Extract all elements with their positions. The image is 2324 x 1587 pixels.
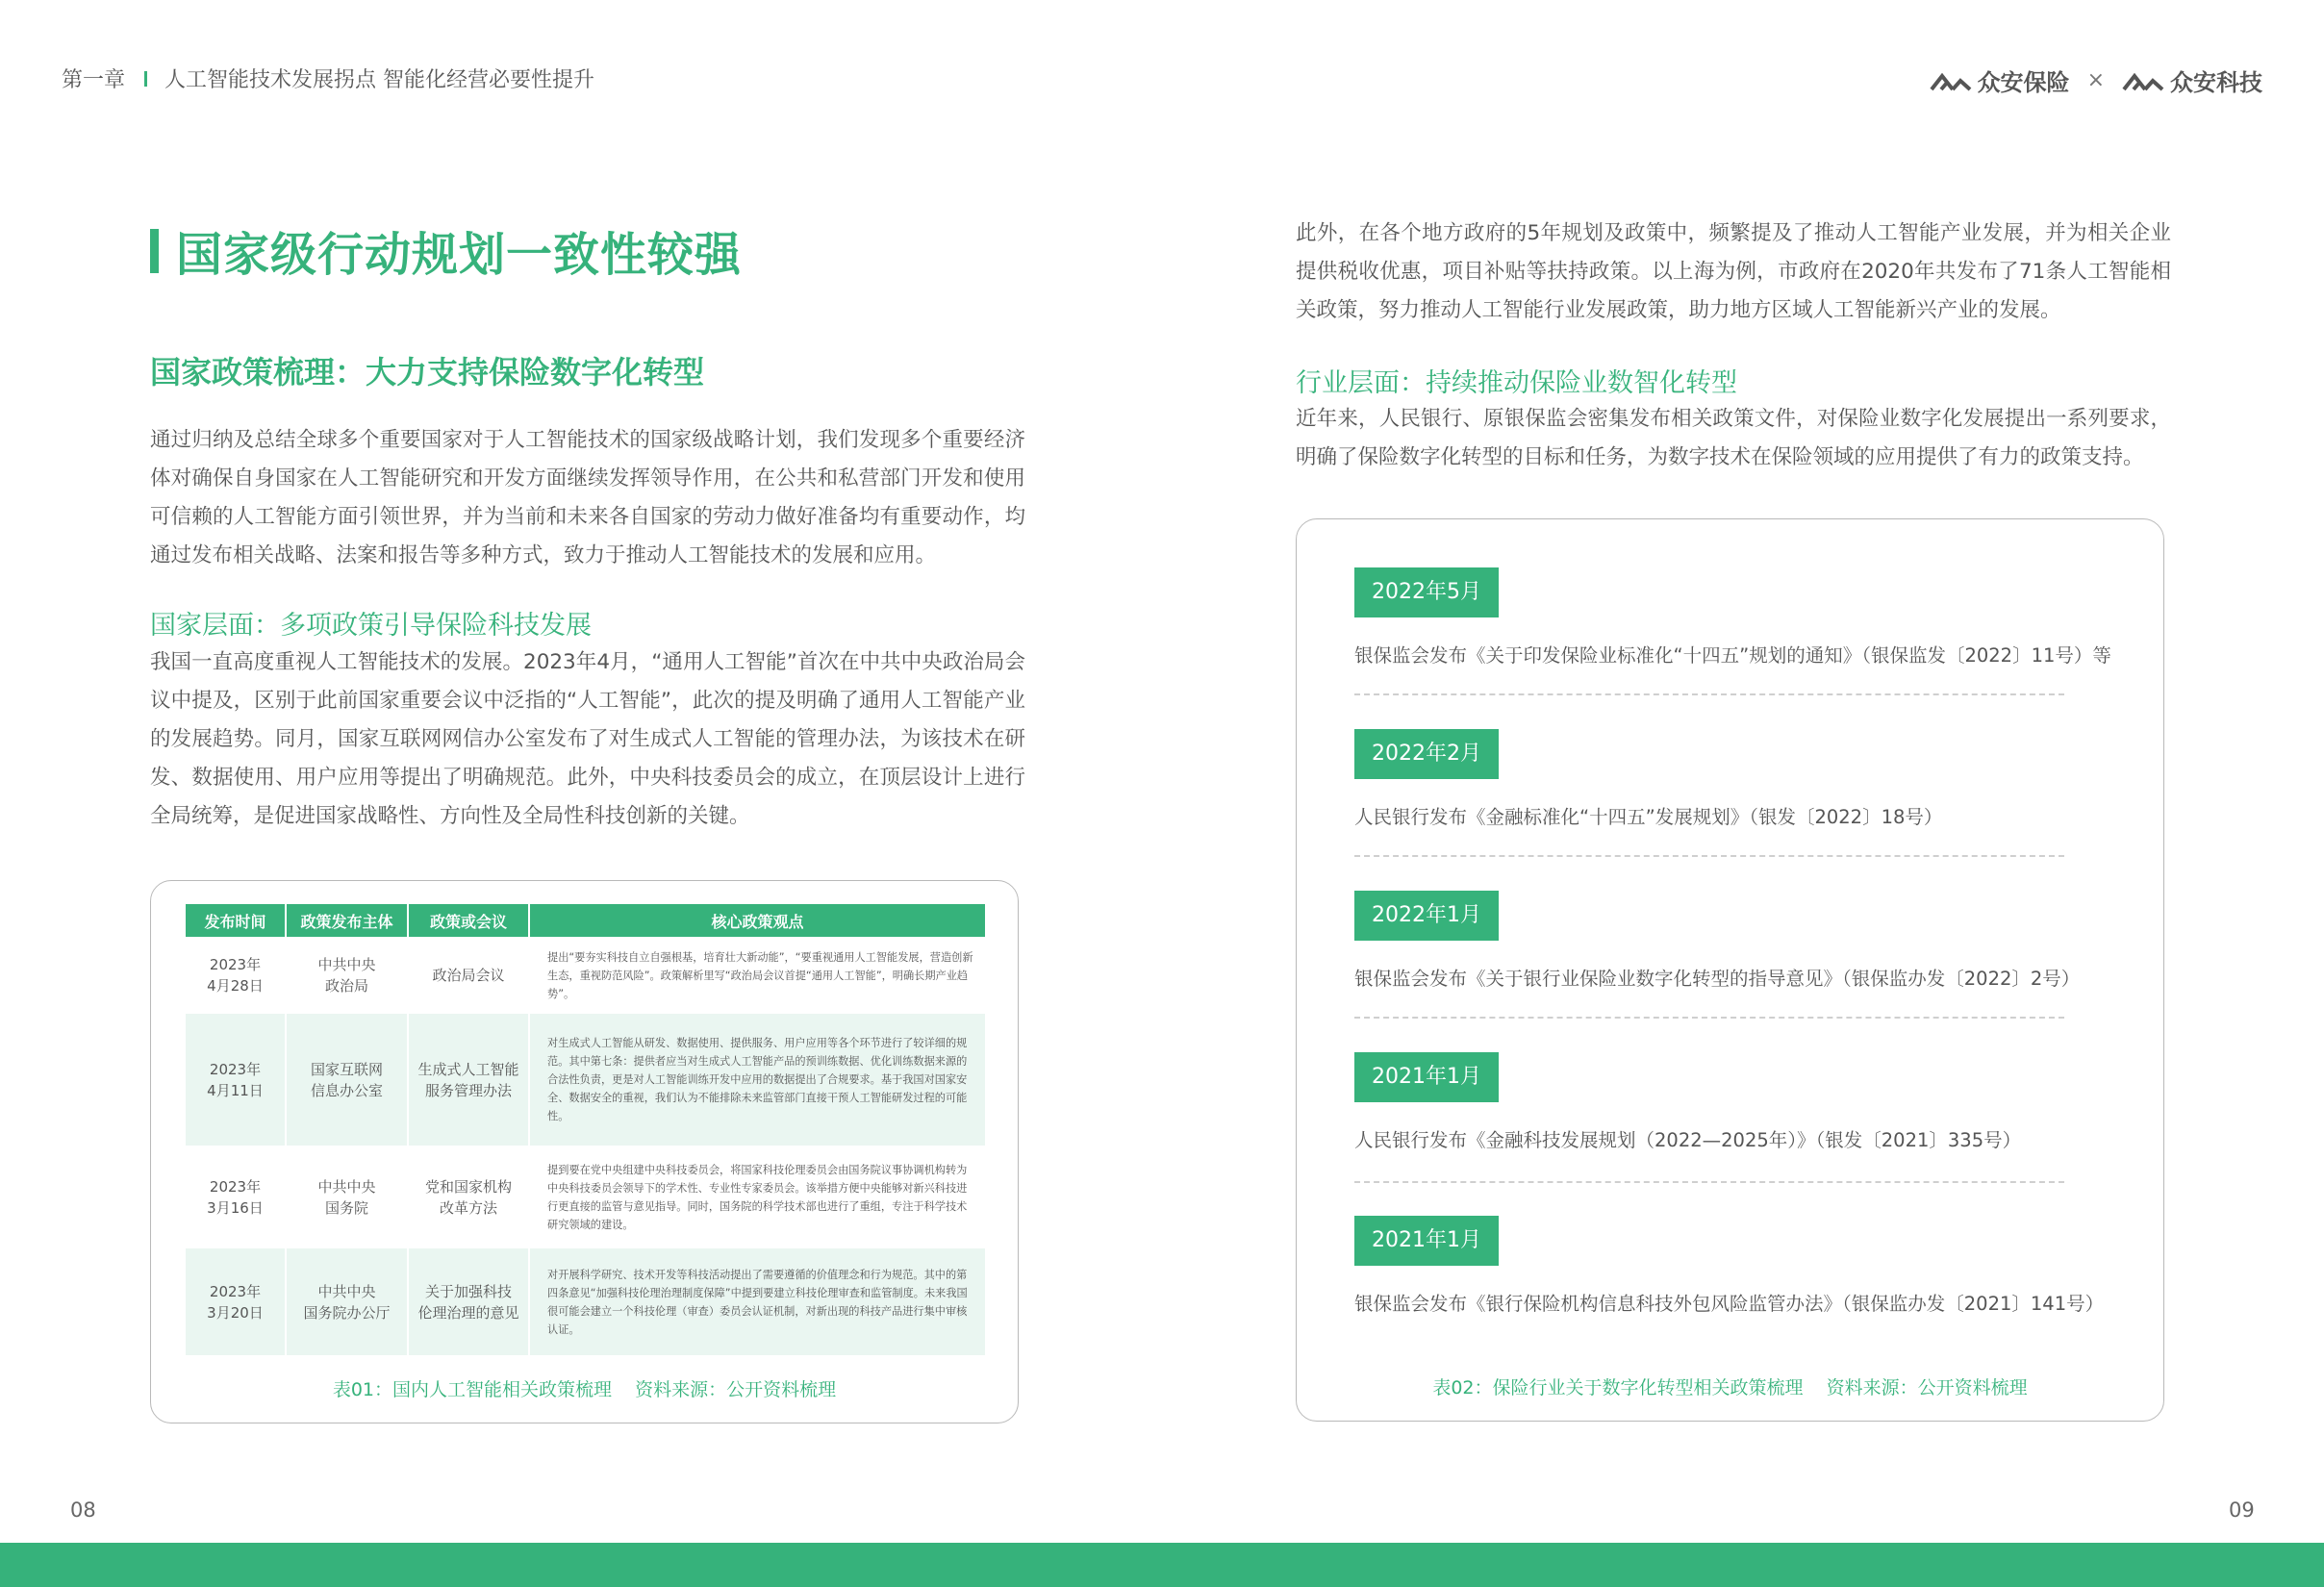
timeline-caption: 表02：保险行业关于数字化转型相关政策梳理 资料来源：公开资料梳理 bbox=[1432, 1377, 2028, 1398]
timeline-item bbox=[1354, 729, 2066, 829]
header-divider bbox=[144, 71, 147, 87]
cell-issuer: 中共中央 政治局 bbox=[317, 956, 376, 995]
col-header-policy: 政策或会议 bbox=[409, 904, 528, 937]
chapter-label: 第一章 bbox=[62, 68, 126, 92]
national-level-heading: 国家层面：多项政策引导保险科技发展 bbox=[150, 611, 592, 641]
timeline-date-tag: 2021年1月 bbox=[1354, 1216, 1499, 1266]
page-number-left: 08 bbox=[70, 1499, 96, 1522]
logo-zhongan-tech: 众安科技 bbox=[2122, 63, 2262, 97]
timeline-text: 银保监会发布《关于印发保险业标准化“十四五”规划的通知》（银保监发〔2022〕11号）等 bbox=[1354, 644, 2111, 667]
brand-logos bbox=[1930, 63, 2262, 97]
cell-issuer: 中共中央 国务院办公厅 bbox=[287, 1248, 407, 1355]
col-header-date: 发布时间 bbox=[186, 904, 285, 937]
policy-table-card bbox=[150, 880, 1019, 1423]
col-header-issuer: 政策发布主体 bbox=[287, 904, 407, 937]
cell-policy: 党和国家机构 改革方法 bbox=[424, 1177, 512, 1217]
dashed-divider bbox=[1354, 1181, 2064, 1183]
cell-policy: 关于加强科技 伦理治理的意见 bbox=[409, 1248, 528, 1355]
footer-accent-bar bbox=[0, 1543, 2324, 1587]
cell-view: 对生成式人工智能从研发、数据使用、提供服务、用户应用等各个环节进行了较详细的规范。其中第七条：提供者应当对生成式人工智能产品的预训练数据、优化训练数据来源的合法性负责，更是对人工智能训练开发中应用的数据提出了合规要求。基于我国对国家安全、数据安全的重视，我们认为不能排除未来监管部门直接干预人工智能研发过程的可能性。 bbox=[530, 1014, 985, 1146]
cell-policy: 政治局会议 bbox=[432, 967, 505, 984]
timeline-text: 人民银行发布《金融科技发展规划（2022—2025年）》（银发〔2021〕335号） bbox=[1354, 1129, 2022, 1151]
col-header-view: 核心政策观点 bbox=[530, 904, 985, 937]
industry-level-paragraph: 近年来，人民银行、原银保监会密集发布相关政策文件，对保险业数字化发展提出一系列要求，明确了保险数字化转型的目标和任务，为数字技术在保险领域的应用提供了有力的政策支持。 bbox=[1296, 407, 2171, 469]
mountain-logo-icon bbox=[1930, 70, 1972, 91]
industry-level-heading: 行业层面：持续推动保险业数智化转型 bbox=[1296, 368, 1737, 398]
cell-date: 2023年 3月20日 bbox=[186, 1248, 285, 1355]
timeline-text: 银保监会发布《关于银行业保险业数字化转型的指导意见》（银保监办发〔2022〕2号） bbox=[1354, 968, 2081, 990]
cell-view: 提到要在党中央组建中央科技委员会，将国家科技伦理委员会由国务院议事协调机构转为中央科技委员会领导下的学术性、专业性专家委员会。该举措方便中央能够对新兴科技进行更直接的监管与意见指导。同时，国务院的科学技术部也进行了重组，专注于科学技术研究领域的建设。 bbox=[547, 1163, 968, 1231]
dashed-divider bbox=[1354, 855, 2064, 857]
policy-table bbox=[184, 904, 987, 1355]
local-policy-paragraph: 此外，在各个地方政府的5年规划及政策中，频繁提及了推动人工智能产业发展，并为相关企业提供税收优惠，项目补贴等扶持政策。以上海为例，市政府在2020年共发布了71条人工智能相关政策，努力推动人工智能行业发展政策，助力地方区域人工智能新兴产业的发展。 bbox=[1296, 221, 2171, 322]
cell-date: 2023年 4月28日 bbox=[207, 956, 264, 995]
timeline-item bbox=[1354, 1052, 2066, 1152]
timeline-date-tag: 2022年5月 bbox=[1354, 567, 1499, 617]
table-row bbox=[186, 1146, 985, 1248]
logo-zhongan-insurance: 众安保险 bbox=[1930, 63, 2070, 97]
timeline-date-tag: 2022年1月 bbox=[1354, 891, 1499, 941]
cell-issuer: 国家互联网 信息办公室 bbox=[287, 1014, 407, 1146]
cell-view: 提出“要夯实科技自立自强根基，培育壮大新动能”，“要重视通用人工智能发展，营造创新生态，重视防范风险”。政策解析里写“政治局会议首提“通用人工智能”，明确长期产业趋势”。 bbox=[547, 950, 973, 1000]
timeline-date-tag: 2021年1月 bbox=[1354, 1052, 1499, 1102]
timeline-item bbox=[1354, 1216, 2105, 1316]
timeline-text: 人民银行发布《金融标准化“十四五”发展规划》（银发〔2022〕18号） bbox=[1354, 806, 1943, 828]
dashed-divider bbox=[1354, 693, 2064, 695]
dashed-divider bbox=[1354, 1017, 2064, 1019]
cell-policy: 生成式人工智能 服务管理办法 bbox=[409, 1014, 528, 1146]
intro-paragraph: 通过归纳及总结全球多个重要国家对于人工智能技术的国家级战略计划，我们发现多个重要经济体对确保自身国家在人工智能研究和开发方面继续发挥领导作用，在公共和私营部门开发和使用可信赖的人工智能方面引领世界，并为当前和未来各自国家的劳动力做好准备均有重要动作，均通过发布相关战略、法案和报告等多种方式，致力于推动人工智能技术的发展和应用。 bbox=[150, 428, 1025, 567]
cell-view: 对开展科学研究、技术开发等科技活动提出了需要遵循的价值理念和行为规范。其中的第四条意见“加强科技伦理治理制度保障”中提到要建立科技伦理审查和监管制度。未来我国很可能会建立一个科技伦理（审查）委员会认证机制，对新出现的科技产品进行集中审核认证。 bbox=[530, 1248, 985, 1355]
timeline-item bbox=[1354, 891, 2081, 991]
timeline-card bbox=[1296, 518, 2164, 1422]
table-row bbox=[186, 1014, 985, 1146]
table-caption: 表01：国内人工智能相关政策梳理 资料来源：公开资料梳理 bbox=[332, 1379, 837, 1400]
cell-issuer: 中共中央 国务院 bbox=[317, 1177, 376, 1217]
mountain-logo-icon bbox=[2122, 70, 2164, 91]
table-header-row bbox=[186, 904, 985, 937]
table-row bbox=[186, 937, 985, 1014]
times-symbol: × bbox=[2086, 68, 2105, 92]
running-header bbox=[62, 63, 594, 93]
cell-date: 2023年 4月11日 bbox=[186, 1014, 285, 1146]
page-title: 国家级行动规划一致性较强 bbox=[150, 217, 742, 284]
chapter-title: 人工智能技术发展拐点 智能化经营必要性提升 bbox=[164, 68, 595, 92]
timeline-item bbox=[1354, 567, 2111, 668]
cell-date: 2023年 3月16日 bbox=[207, 1177, 264, 1217]
page-number-right: 09 bbox=[2229, 1499, 2255, 1522]
section-title: 国家政策梳理：大力支持保险数字化转型 bbox=[150, 354, 705, 390]
timeline-text: 银保监会发布《银行保险机构信息科技外包风险监管办法》（银保监办发〔2021〕141号） bbox=[1354, 1293, 2105, 1315]
title-accent-bar bbox=[150, 229, 159, 273]
national-level-paragraph: 我国一直高度重视人工智能技术的发展。2023年4月，“通用人工智能”首次在中共中央政治局会议中提及，区别于此前国家重要会议中泛指的“人工智能”，此次的提及明确了通用人工智能产业的发展趋势。同月，国家互联网网信办公室发布了对生成式人工智能的管理办法，为该技术在研发、数据使用、用户应用等提出了明确规范。此外，中央科技委员会的成立，在顶层设计上进行全局统筹，是促进国家战略性、方向性及全局性科技创新的关键。 bbox=[150, 650, 1025, 828]
timeline-date-tag: 2022年2月 bbox=[1354, 729, 1499, 779]
table-row bbox=[186, 1248, 985, 1355]
